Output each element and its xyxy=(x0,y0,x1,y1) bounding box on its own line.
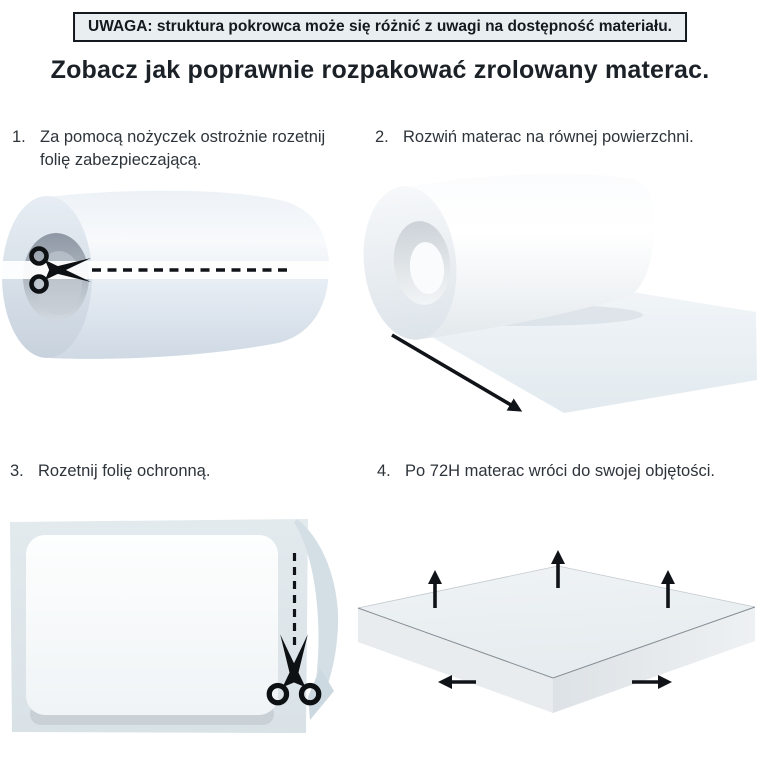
step-text: Rozetnij folię ochronną. xyxy=(38,462,211,480)
step-text: Za pomocą nożyczek ostrożnie rozetnij folię zabezpieczającą. xyxy=(40,128,326,169)
step-1-label xyxy=(12,126,347,172)
step-2-label xyxy=(375,126,760,149)
step-text: Po 72H materac wróci do swojej objętości. xyxy=(405,462,715,480)
step-number: 1. xyxy=(12,128,26,146)
step-text: Rozwiń materac na równej powierzchni. xyxy=(403,128,694,146)
step-number: 3. xyxy=(10,462,24,480)
illustration-rolled-mattress xyxy=(0,185,345,390)
flat-mattress xyxy=(26,535,278,715)
notice-banner xyxy=(73,12,687,42)
step-number: 2. xyxy=(375,128,389,146)
notice-text: UWAGA: struktura pokrowca może się różnić z uwagi na dostępność materiału. xyxy=(88,18,672,35)
step-3-label xyxy=(10,460,350,483)
illustration-expanding-mattress xyxy=(350,530,760,760)
page-title: Zobacz jak poprawnie rozpakować zrolowany materac. xyxy=(50,56,710,84)
step-number: 4. xyxy=(377,462,391,480)
mattress-slab xyxy=(358,566,755,713)
step-4-label xyxy=(377,460,760,483)
illustration-foil-cut xyxy=(0,505,350,760)
illustration-unrolling-mattress xyxy=(360,165,760,425)
